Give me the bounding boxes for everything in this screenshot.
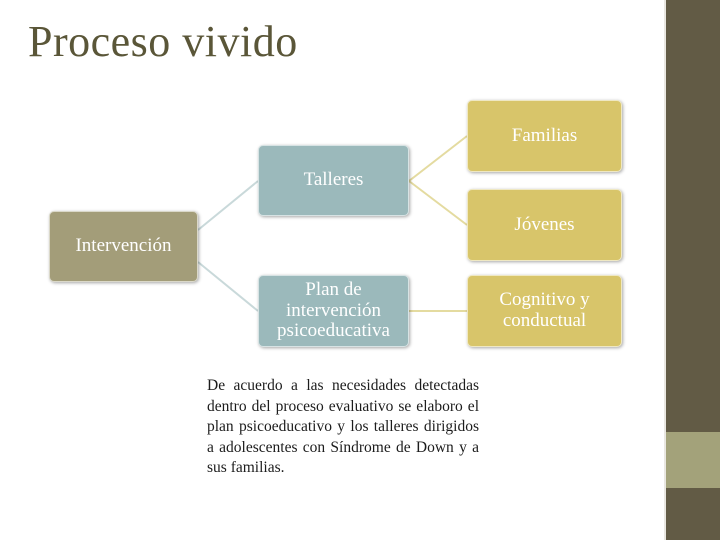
connector-talleres-familias — [409, 136, 467, 181]
node-cognitivo-conductual — [467, 275, 622, 347]
node-familias-label: Familias — [511, 124, 578, 146]
node-cognitivo-conductual-label: Cognitivo y conductual — [499, 289, 590, 331]
node-plan-intervencion-label: Plan de intervención psicoeducativa — [277, 278, 390, 342]
node-plan-intervencion — [258, 275, 409, 347]
node-talleres-label: Talleres — [303, 169, 364, 191]
connector-talleres-jovenes — [409, 181, 467, 225]
node-talleres — [258, 145, 409, 216]
node-jovenes-label: Jóvenes — [514, 213, 575, 235]
node-familias — [467, 100, 622, 172]
node-intervencion-label: Intervención — [75, 235, 172, 257]
node-intervencion — [49, 211, 198, 282]
description-paragraph: De acuerdo a las necesidades detectadas dentro del proceso evaluativo se elaboro el plan psicoeducativo y los talleres dirigidos a adolescentes con Síndrome de Down y a sus familias. — [207, 377, 479, 477]
connector-intervencion-plan — [198, 262, 258, 311]
node-jovenes — [467, 189, 622, 261]
slide-title: Proceso vivido — [28, 17, 298, 66]
connector-intervencion-talleres — [198, 181, 258, 230]
